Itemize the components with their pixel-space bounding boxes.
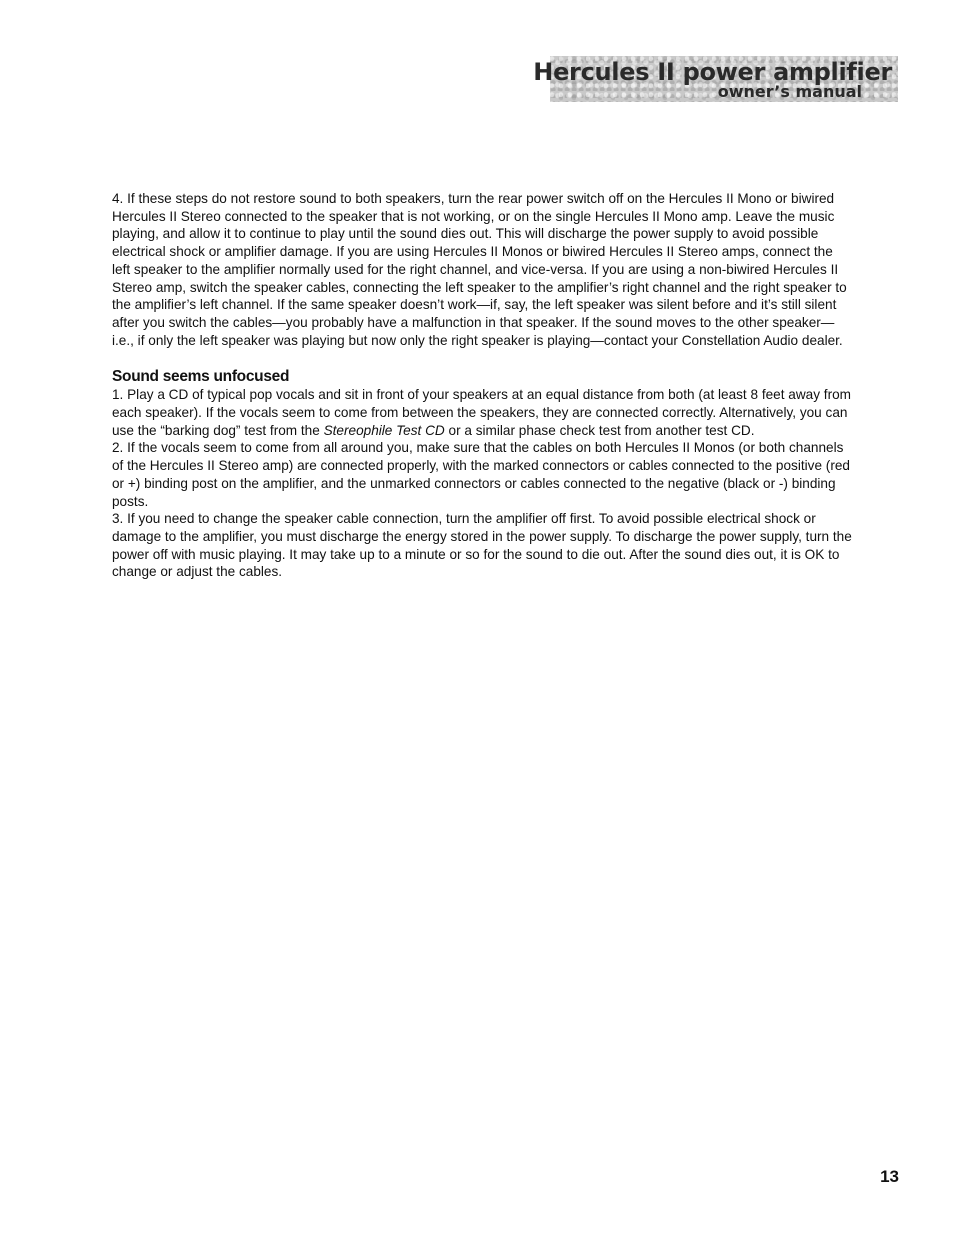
page-content [112,190,852,581]
unfocused-step-3: 3. If you need to change the speaker cable connection, turn the amplifier off first. To avoid possible electrical shock or damage to the amplifier, you must discharge the energy stored in the power supply. To discharge the power supply, turn the power off with music playing. It may take up to a minute or so for the sound to die out. After the sound dies out, it is OK to change or adjust the cables. [112,511,852,580]
page-number: 13 [880,1167,899,1186]
unfocused-step-2: 2. If the vocals seem to come from all around you, make sure that the cables on both Hercules II Monos (or both channels of the Hercules II Stereo amp) are connected properly, with the marked connectors or cables connected to the positive (red or +) binding post on the amplifier, and the unmarked connectors or cables connected to the negative (black or -) binding posts. [112,440,850,509]
test-cd-title: Stereophile Test CD [323,422,445,438]
section-heading: Sound seems unfocused [112,368,290,386]
document-subtitle: owner’s manual [717,82,862,101]
step-1-text-start: 1. Play a CD of typical pop vocals and sit in front of your speakers at an equal distance from both (at least 8 feet away from each speaker). If the vocals seem to come from between the speakers, they are connected correctly. Alternatively, you can use the “barking dog” test from the [112,387,851,438]
troubleshooting-step-4: 4. If these steps do not restore sound to both speakers, turn the rear power switch off on the Hercules II Mono or biwired Hercules II Stereo connected to the speaker that is not working, or on the single Hercules II Mono amp. Leave the music playing, and allow it to continue to play until the sound dies out. This will discharge the power supply to avoid possible electrical shock or amplifier damage. If you are using Hercules II Monos or biwired Hercules II Stereo amps, connect the left speaker to the amplifier normally used for the right channel, and vice-versa. If you are using a non-biwired Hercules II Stereo amp, switch the speaker cables, connecting the left speaker to the amplifier’s right channel and the right speaker to the amplifier’s left channel. If the same speaker doesn’t work—if, say, the left speaker was silent before and it’s still silent after you switch the cables—you probably have a malfunction in that speaker. If the sound moves to the other speaker—i.e., if only the left speaker was playing but now only the right speaker is playing—contact your Constellation Audio dealer. [112,191,847,348]
step-1-text-end: or a similar phase check test from another test CD. [444,422,755,438]
document-title: Hercules II power amplifier [533,58,892,86]
header-banner [533,56,898,102]
unfocused-step-1 [112,386,852,439]
